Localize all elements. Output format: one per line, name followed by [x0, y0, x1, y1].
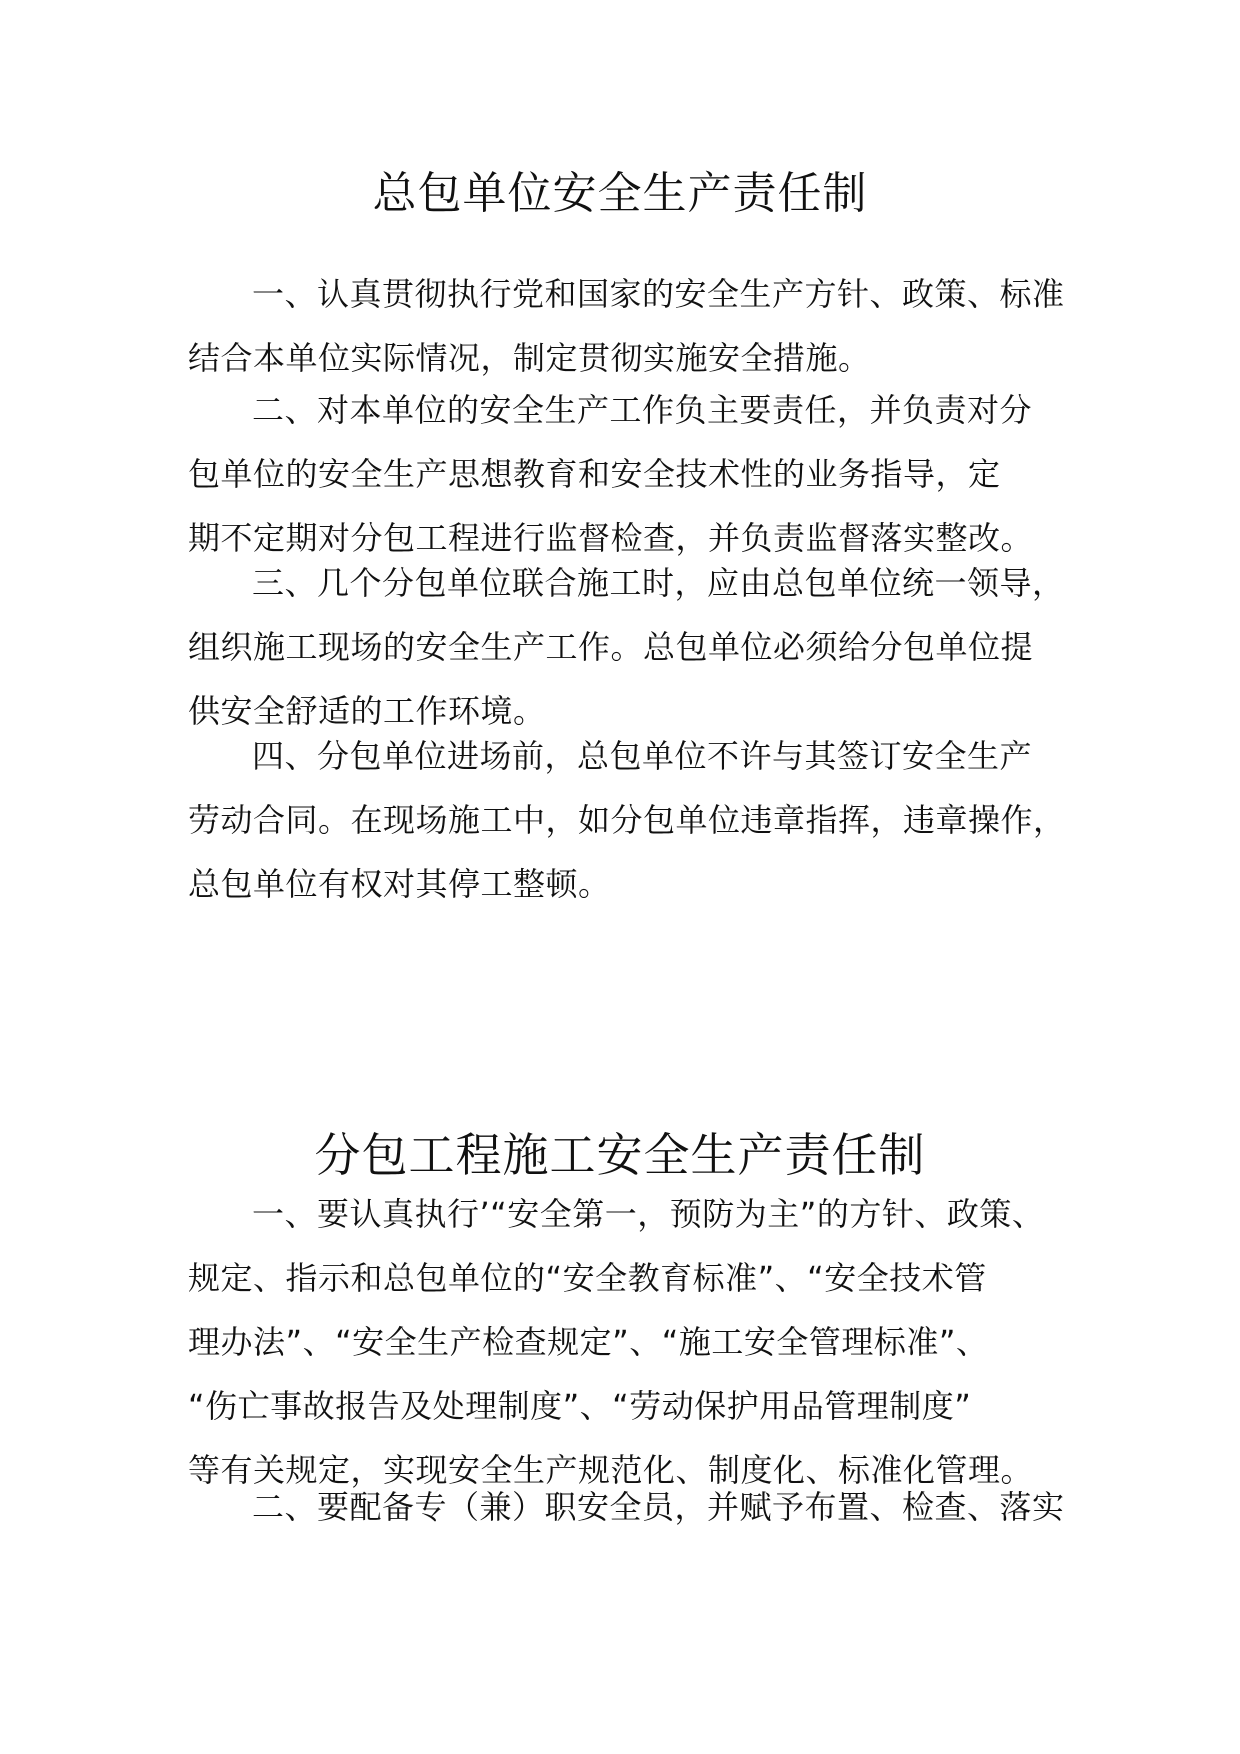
section-1-paragraph-3 — [188, 551, 1065, 743]
paragraph-line: 结合本单位实际情况，制定贯彻实施安全措施。 — [188, 339, 871, 377]
paragraph-line: 二、对本单位的安全生产工作负主要责任，并负责对分 — [252, 391, 1033, 429]
paragraph-line: 四、分包单位进场前，总包单位不许与其签订安全生产 — [252, 737, 1033, 775]
paragraph-line: 组织施工现场的安全生产工作。总包单位必须给分包单位提 — [188, 628, 1034, 666]
section-1-paragraph-4 — [188, 724, 1066, 916]
paragraph-line: 总包单位有权对其停工整顿。 — [188, 865, 611, 903]
paragraph-line: 劳动合同。在现场施工中，如分包单位违章指挥，违章操作， — [188, 801, 1066, 839]
section-2-paragraph-1 — [188, 1182, 1052, 1502]
paragraph-line: “伤亡事故报告及处理制度”、“劳动保护用品管理制度” — [188, 1387, 972, 1425]
paragraph-line: 包单位的安全生产思想教育和安全技术性的业务指导，定 — [188, 455, 1001, 493]
section-1-title: 总包单位安全生产责任制 — [372, 168, 868, 219]
section-1-paragraph-1 — [188, 262, 1065, 390]
section-2-title: 分包工程施工安全生产责任制 — [314, 1128, 926, 1182]
paragraph-line: 三、几个分包单位联合施工时，应由总包单位统一领导， — [252, 564, 1065, 602]
paragraph-line: 等有关规定，实现安全生产规范化、制度化、标准化管理。 — [188, 1451, 1034, 1489]
paragraph-line: 期不定期对分包工程进行监督检查，并负责监督落实整改。 — [188, 519, 1034, 557]
section-1-paragraph-2 — [188, 378, 1052, 570]
paragraph-line: 一、要认真执行’“安全第一，预防为主”的方针、政策、 — [252, 1195, 1045, 1233]
paragraph-line: 供安全舒适的工作环境。 — [188, 692, 546, 730]
section-2-paragraph-2 — [188, 1475, 1065, 1539]
paragraph-line: 理办法”、“安全生产检查规定”、“施工安全管理标准”、 — [188, 1323, 989, 1361]
paragraph-line: 规定、指示和总包单位的“安全教育标准”、“安全技术管 — [188, 1259, 987, 1297]
paragraph-line: 一、认真贯彻执行党和国家的安全生产方针、政策、标准 — [252, 275, 1065, 313]
paragraph-line: 二、要配备专（兼）职安全员，并赋予布置、检查、落实 — [252, 1488, 1065, 1526]
